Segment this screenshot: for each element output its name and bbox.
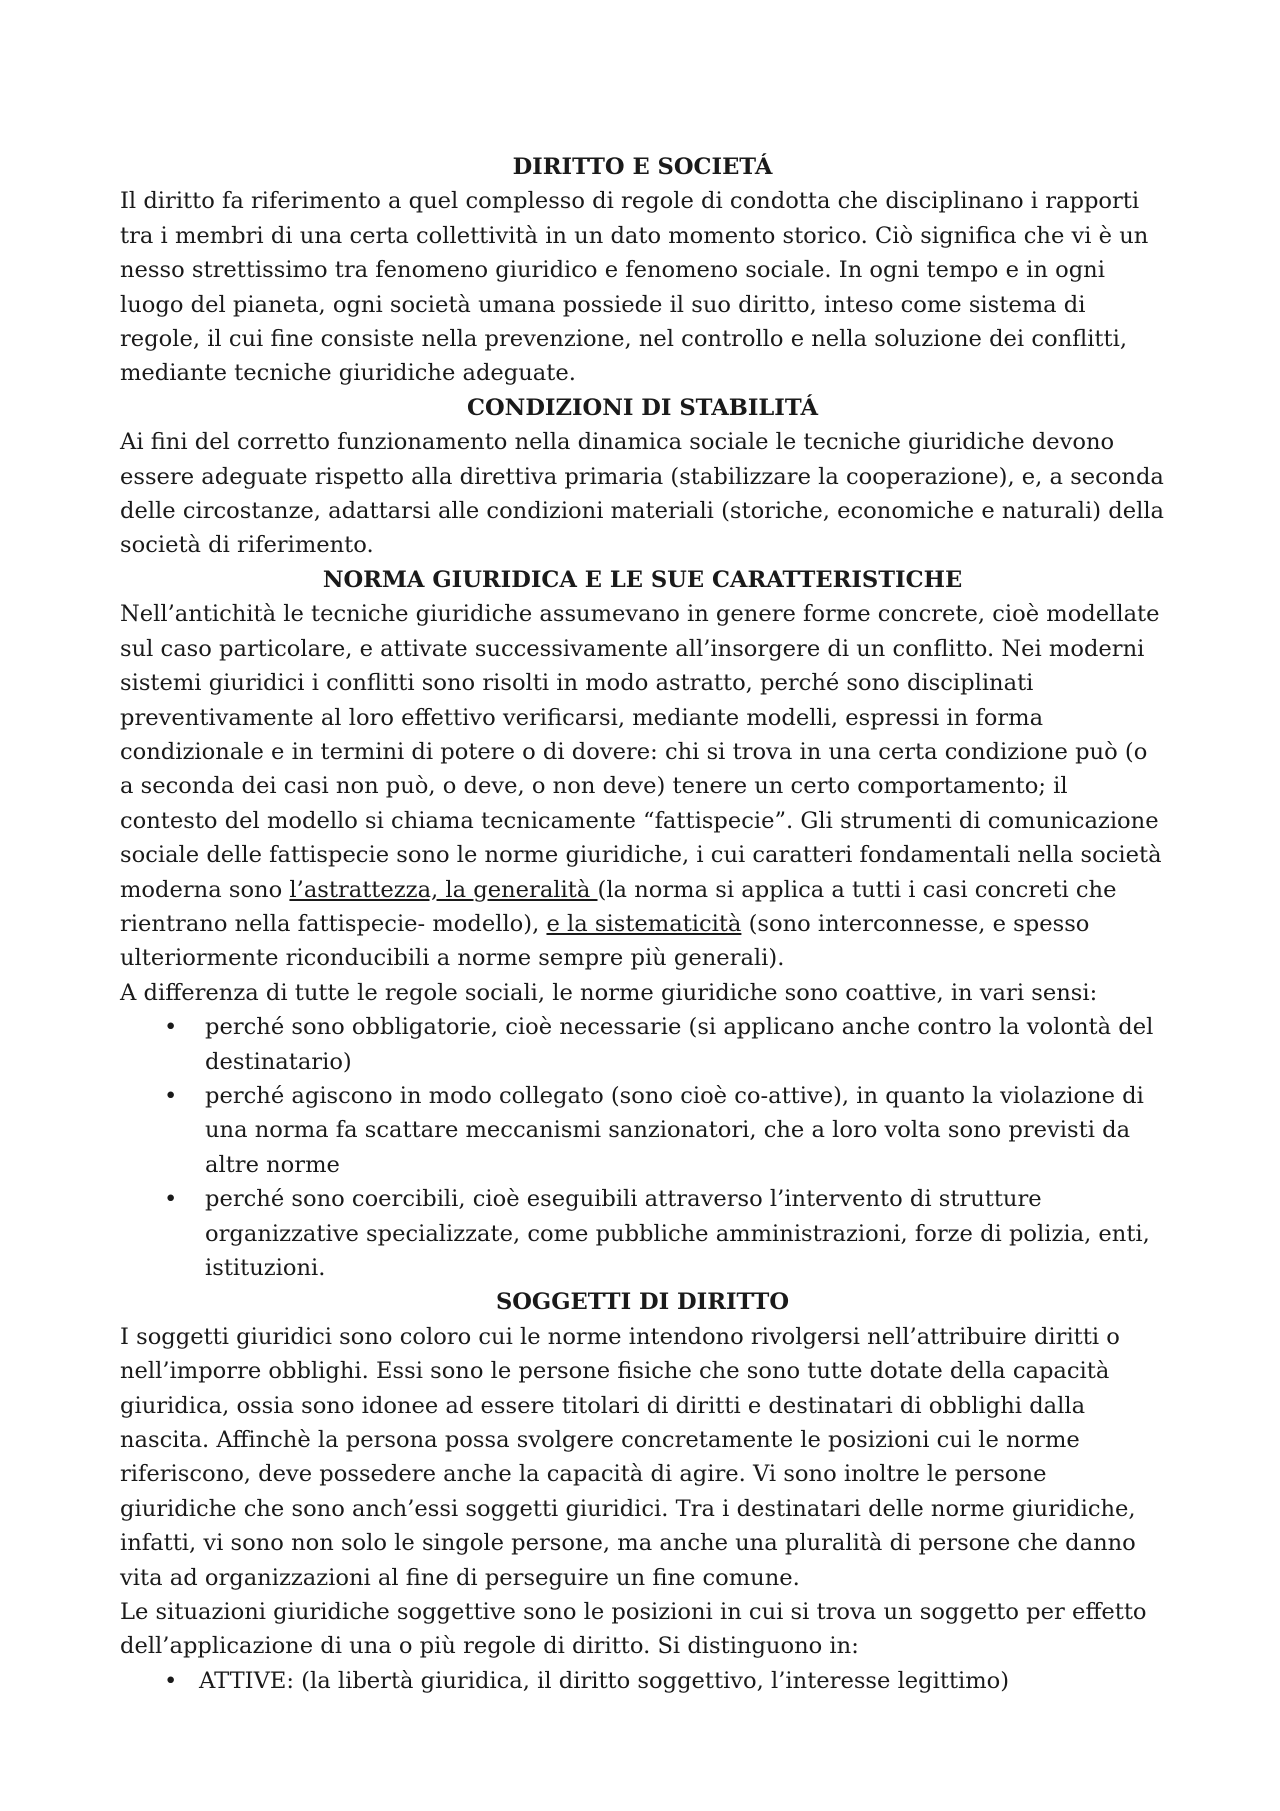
paragraph-coattive-intro: A differenza di tutte le regole sociali, le norme giuridiche sono coattive, in vari sensi: xyxy=(120,979,1098,1006)
list-item-text: perché agiscono in modo collegato (sono cioè co-attive), in quanto la violazione di una norma fa scattare meccanismi sanzionatori, che a loro volta sono previsti da altre norme xyxy=(205,1082,1144,1178)
bullet-icon: • xyxy=(164,1667,178,1694)
list-item xyxy=(120,1182,1165,1285)
bullet-list-situazioni xyxy=(120,1664,1165,1698)
underlined-astrattezza-generalita: l’astrattezza, la generalità xyxy=(289,876,598,903)
list-item-text: perché sono obbligatorie, cioè necessarie (si applicano anche contro la volontà del destinatario) xyxy=(205,1014,1154,1075)
list-item xyxy=(120,1664,1165,1698)
paragraph-norma-giuridica-part-a: Nell’antichità le tecniche giuridiche assumevano in genere forme concrete, cioè modellate sul caso particolare, e attivate successivamente all’insorgere di un conflitto. Nei moderni sistemi giuridici i conflitti sono risolti in modo astratto, perché sono disciplinati preventivamente al loro effettivo verificarsi, mediante modelli, espressi in forma condizionale e in termini di potere o di dovere: chi si trova in una certa condizione può (o a seconda dei casi non può, o deve, o non deve) tenere un certo comportamento; il contesto del modello si chiama tecnicamente “fattispecie”. Gli strumenti di comunicazione sociale delle fattispecie sono le norme giuridiche, i cui caratteri fondamentali nella società moderna sono xyxy=(120,601,1162,903)
paragraph-situazioni-giuridiche: Le situazioni giuridiche soggettive sono le posizioni in cui si trova un soggetto per effetto dell’applicazione di una o più regole di diritto. Si distinguono in: xyxy=(120,1599,1147,1660)
section-title-norma-giuridica: NORMA GIURIDICA E LE SUE CARATTERISTICHE xyxy=(322,566,963,593)
paragraph-soggetti-di-diritto: I soggetti giuridici sono coloro cui le norme intendono rivolgersi nell’attribuire diritti o nell’imporre obblighi. Essi sono le persone fisiche che sono tutte dotate della capacità giuridica, ossia sono idonee ad essere titolari di diritti e destinatari di obblighi dalla nascita. Affinchè la persona possa svolgere concretamente le posizioni cui le norme riferiscono, deve possedere anche la capacità di agire. Vi sono inoltre le persone giuridiche che sono anch’essi soggetti giuridici. Tra i destinatari delle norme giuridiche, infatti, vi sono non solo le singole persone, ma anche una pluralità di persone che danno vita ad organizzazioni al fine di perseguire un fine comune. xyxy=(120,1323,1136,1591)
paragraph-norma-giuridica-part-b: (la norma si applica a tutti i casi concreti che rientrano nella fattispecie- modello), xyxy=(120,876,1117,937)
list-item-text: ATTIVE: (la libertà giuridica, il diritto soggettivo, l’interesse legittimo) xyxy=(199,1667,1010,1694)
bullet-icon: • xyxy=(164,1014,178,1041)
document-page xyxy=(120,150,1165,1698)
section-title-soggetti-di-diritto: SOGGETTI DI DIRITTO xyxy=(495,1289,790,1316)
bullet-icon: • xyxy=(164,1186,178,1213)
paragraph-condizioni-di-stabilita: Ai fini del corretto funzionamento nella dinamica sociale le tecniche giuridiche devono essere adeguate rispetto alla direttiva primaria (stabilizzare la cooperazione), e, a seconda delle circostanze, adattarsi alle condizioni materiali (storiche, economiche e naturali) della società di riferimento. xyxy=(120,429,1165,559)
section-title-condizioni-di-stabilita: CONDIZIONI DI STABILITÁ xyxy=(467,394,818,421)
bullet-icon: • xyxy=(164,1082,178,1109)
list-item-text: perché sono coercibili, cioè eseguibili attraverso l’intervento di strutture organizzative specializzate, come pubbliche amministrazioni, forze di polizia, enti, istituzioni. xyxy=(205,1186,1150,1281)
list-item xyxy=(120,1010,1165,1079)
bullet-list-coattivita xyxy=(120,1010,1165,1285)
section-title-diritto-e-societa: DIRITTO E SOCIETÁ xyxy=(512,154,773,180)
underlined-sistematicita: e la sistematicità xyxy=(546,910,742,937)
paragraph-diritto-e-societa: Il diritto fa riferimento a quel complesso di regole di condotta che disciplinano i rapporti tra i membri di una certa collettività in un dato momento storico. Ciò significa che vi è un nesso strettissimo tra fenomeno giuridico e fenomeno sociale. In ogni tempo e in ogni luogo del pianeta, ogni società umana possiede il suo diritto, inteso come sistema di regole, il cui fine consiste nella prevenzione, nel controllo e nella soluzione dei conflitti, mediante tecniche giuridiche adeguate. xyxy=(120,188,1149,387)
paragraph-norma-giuridica xyxy=(120,597,1165,975)
paragraph-norma-giuridica-part-c: (sono interconnesse, e spesso ulteriormente riconducibili a norme sempre più generali). xyxy=(120,910,1090,972)
list-item xyxy=(120,1079,1165,1182)
